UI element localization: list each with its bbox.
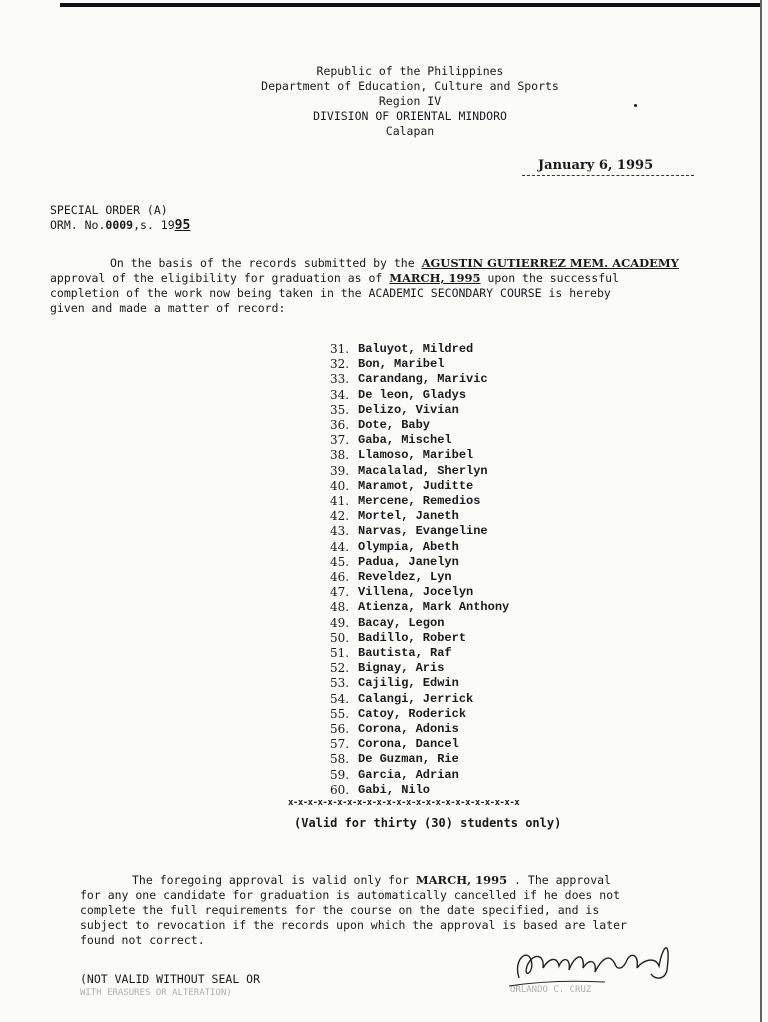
student-row [330, 707, 509, 722]
student-row [330, 479, 509, 494]
speck-mark [634, 104, 637, 107]
student-number: 57. [330, 737, 350, 752]
student-number: 52. [330, 661, 350, 676]
student-name: Bautista, Raf [358, 646, 452, 661]
student-name: Gabi, Nilo [358, 782, 431, 797]
student-row [330, 357, 509, 372]
eligibility-month: MARCH, 1995 [389, 271, 481, 285]
letterhead-line-region: Region IV [378, 94, 442, 108]
student-number: 49. [330, 615, 350, 630]
student-row [330, 616, 509, 631]
student-number: 40. [330, 478, 350, 493]
student-row [330, 722, 509, 737]
student-name: Badillo, Robert [358, 630, 467, 645]
student-row [330, 372, 509, 387]
letterhead-line-division: DIVISION OF ORIENTAL MINDORO [313, 109, 507, 123]
student-number: 44. [330, 539, 350, 554]
student-number: 46. [330, 570, 350, 585]
student-row [330, 433, 509, 448]
footer-line-3: complete the full requirements for the course on the date specified, and is [80, 903, 600, 917]
student-number: 37. [330, 433, 350, 448]
student-name: Maramot, Juditte [358, 478, 474, 493]
student-name: Bignay, Aris [358, 661, 445, 676]
not-valid-line-1: (NOT VALID WITHOUT SEAL OR [80, 972, 261, 986]
body-line-4: given and made a matter of record: [50, 301, 286, 315]
footer-line-1-tail: . The approval [507, 873, 611, 887]
student-row [330, 388, 509, 403]
student-name: Narvas, Evangeline [358, 524, 488, 539]
student-name: Baluyot, Mildred [358, 342, 474, 356]
student-name: Catoy, Roderick [358, 706, 467, 721]
student-row [330, 752, 509, 767]
order-number-prefix: ORM. No. [50, 218, 106, 232]
body-line-2-text: approval of the eligibility for graduation as of [50, 271, 390, 285]
valid-note: (Valid for thirty (30) students only) [294, 816, 562, 830]
student-row [330, 692, 509, 707]
student-number: 50. [330, 630, 350, 645]
footer-line-1 [80, 873, 700, 888]
student-name: De leon, Gladys [358, 387, 467, 402]
order-reference [50, 203, 190, 233]
student-name: Macalalad, Sherlyn [358, 463, 488, 478]
letterhead [230, 64, 590, 139]
signatory-name: ORLANDO C. CRUZ [510, 985, 592, 995]
student-row [330, 585, 509, 600]
footer-line-5: found not correct. [80, 933, 205, 947]
student-row [330, 646, 509, 661]
student-name: Llamoso, Maribel [358, 448, 474, 463]
student-number: 42. [330, 509, 350, 524]
school-name: AGUSTIN GUTIERREZ MEM. ACADEMY [421, 256, 679, 270]
order-series-prefix: ,s. 19 [133, 218, 175, 232]
footer-line-1-text: The foregoing approval is valid only for [132, 873, 416, 887]
student-name: Cajilig, Edwin [358, 676, 459, 691]
student-row [330, 555, 509, 570]
right-edge-line [760, 0, 762, 1022]
student-number: 56. [330, 722, 350, 737]
separator-x-line: x-x-x-x-x-x-x-x-x-x-x-x-x-x-x-x-x-x-x-x-x-x-x-x [288, 798, 520, 808]
signature-graphic [505, 930, 685, 990]
body-line-3: completion of the work now being taken in the ACADEMIC SECONDARY COURSE is hereby [50, 286, 611, 300]
order-number: 0009 [105, 218, 134, 232]
letterhead-line-city: Calapan [385, 124, 435, 138]
student-row [330, 570, 509, 585]
student-row [330, 783, 509, 798]
student-name: Corona, Adonis [358, 722, 459, 737]
student-name: Padua, Janelyn [358, 554, 459, 569]
body-line-2 [50, 271, 710, 286]
footer-month: MARCH, 1995 [415, 873, 508, 887]
student-number: 32. [330, 357, 350, 372]
student-row [330, 464, 509, 479]
student-name: Bacay, Legon [358, 615, 445, 630]
student-row [330, 768, 509, 783]
student-number: 31. [330, 342, 350, 356]
student-name: Mercene, Remedios [358, 494, 481, 509]
student-list [330, 342, 509, 798]
student-number: 41. [330, 494, 350, 509]
student-row [330, 600, 509, 615]
student-number: 60. [330, 782, 350, 797]
student-number: 48. [330, 600, 350, 615]
student-name: Mortel, Janeth [358, 509, 459, 524]
student-number: 59. [330, 767, 350, 782]
student-row [330, 448, 509, 463]
student-row [330, 661, 509, 676]
student-number: 43. [330, 524, 350, 539]
footer-line-2: for any one candidate for graduation is automatically cancelled if he does not [80, 888, 621, 902]
student-number: 36. [330, 418, 350, 433]
not-valid-line-2: WITH ERASURES OR ALTERATION) [80, 988, 232, 998]
student-number: 38. [330, 448, 350, 463]
body-paragraph [50, 256, 710, 316]
order-title: SPECIAL ORDER (A) [50, 203, 168, 217]
order-number-line [50, 218, 190, 233]
student-name: Olympia, Abeth [358, 539, 459, 554]
letterhead-line-republic: Republic of the Philippines [316, 64, 504, 78]
student-number: 45. [330, 554, 350, 569]
student-name: Dote, Baby [358, 418, 431, 433]
student-row [330, 342, 509, 357]
student-number: 34. [330, 387, 350, 402]
student-number: 33. [330, 372, 350, 387]
student-number: 47. [330, 585, 350, 600]
student-name: Atienza, Mark Anthony [358, 600, 510, 615]
letterhead-line-department: Department of Education, Culture and Sports [261, 79, 559, 93]
student-name: Delizo, Vivian [358, 402, 459, 417]
student-number: 39. [330, 463, 350, 478]
student-number: 51. [330, 646, 350, 661]
student-number: 58. [330, 752, 350, 767]
order-series-year: 95 [174, 218, 191, 233]
student-name: Bon, Maribel [358, 357, 445, 372]
student-row [330, 737, 509, 752]
student-number: 54. [330, 691, 350, 706]
student-name: Gaba, Mischel [358, 433, 452, 448]
student-row [330, 631, 509, 646]
student-number: 35. [330, 402, 350, 417]
body-line-2-tail: upon the successful [480, 271, 619, 285]
document-date: January 6, 1995 [538, 158, 654, 173]
student-name: De Guzman, Rie [358, 752, 459, 767]
student-row [330, 403, 509, 418]
footer-line-4: subject to revocation if the records upon which the approval is based are later [80, 918, 627, 932]
student-row [330, 524, 509, 539]
student-number: 55. [330, 706, 350, 721]
student-row [330, 540, 509, 555]
student-row [330, 676, 509, 691]
date-underline [522, 175, 694, 177]
student-row [330, 494, 509, 509]
body-line-1-text: On the basis of the records submitted by the [110, 256, 422, 270]
student-name: Corona, Dancel [358, 737, 459, 752]
student-name: Calangi, Jerrick [358, 691, 474, 706]
student-row [330, 509, 509, 524]
student-name: Villena, Jocelyn [358, 585, 474, 600]
student-number: 53. [330, 676, 350, 691]
top-border-line [60, 3, 760, 7]
student-row [330, 418, 509, 433]
student-name: Garcia, Adrian [358, 767, 459, 782]
not-valid-note [80, 972, 260, 1000]
body-line-1 [50, 256, 710, 271]
student-name: Reveldez, Lyn [358, 570, 452, 585]
student-name: Carandang, Marivic [358, 372, 488, 387]
